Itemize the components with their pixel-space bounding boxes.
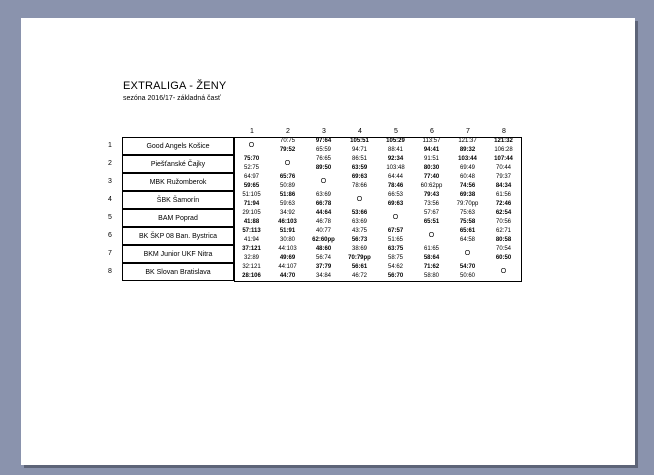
- score-cell: [342, 263, 378, 281]
- home-score: 75:70: [243, 155, 260, 162]
- away-score: 72:46: [495, 200, 512, 207]
- away-score: 46:78: [315, 218, 331, 225]
- home-score: 37:79: [315, 263, 332, 270]
- score-cell: [450, 209, 486, 227]
- away-score: 58:64: [423, 254, 440, 261]
- home-score: 56:61: [351, 263, 368, 270]
- away-score: 65:59: [315, 146, 331, 153]
- score-cell: [306, 227, 342, 245]
- team-name: Good Angels Košice: [122, 137, 234, 155]
- row-number: 8: [108, 268, 112, 275]
- score-cell: [270, 191, 306, 209]
- home-score: 105:29: [386, 137, 405, 144]
- home-score: 32:121: [242, 263, 261, 270]
- score-cell: [270, 245, 306, 263]
- score-cell: [450, 227, 486, 245]
- diagonal-cell: O: [320, 178, 327, 185]
- score-cell: [414, 155, 450, 173]
- score-cell: [270, 209, 306, 227]
- home-score: 48:60: [315, 245, 332, 252]
- score-cell: [378, 227, 414, 245]
- column-header: 7: [466, 128, 470, 135]
- away-score: 63:69: [351, 218, 367, 225]
- team-name: Piešťanské Čajky: [122, 155, 234, 173]
- away-score: 58:75: [387, 254, 403, 261]
- away-score: 79:52: [279, 146, 296, 153]
- away-score: 69:63: [387, 200, 404, 207]
- home-score: 121:37: [458, 137, 477, 144]
- home-score: 51:91: [279, 227, 296, 234]
- home-score: 57:113: [242, 227, 261, 234]
- row-number: 2: [108, 160, 112, 167]
- column-header: 6: [430, 128, 434, 135]
- team-name: MBK Ružomberok: [122, 173, 234, 191]
- score-cell: [306, 155, 342, 173]
- score-cell: [378, 191, 414, 209]
- score-cell: [486, 137, 522, 155]
- home-score: 70:54: [495, 245, 511, 252]
- away-score: 73:56: [423, 200, 439, 207]
- away-score: 103:48: [386, 164, 405, 171]
- score-cell: [234, 209, 270, 227]
- away-score: 65:51: [423, 218, 440, 225]
- diagonal-cell: O: [356, 196, 363, 203]
- home-score: 66:53: [387, 191, 403, 198]
- score-cell: [306, 245, 342, 263]
- row-number: 3: [108, 178, 112, 185]
- score-cell: [234, 191, 270, 209]
- score-cell: [342, 209, 378, 227]
- away-score: 70:79pp: [348, 254, 371, 261]
- score-cell: [342, 137, 378, 155]
- home-score: 54:62: [387, 263, 403, 270]
- home-score: 51:105: [242, 191, 261, 198]
- away-score: 79:70pp: [456, 200, 479, 207]
- score-cell: [306, 191, 342, 209]
- away-score: 28:106: [242, 272, 261, 279]
- score-cell: [450, 263, 486, 281]
- document-page: [21, 18, 635, 465]
- home-score: 43:75: [351, 227, 367, 234]
- score-cell: [378, 155, 414, 173]
- home-score: 65:76: [279, 173, 296, 180]
- row-number: 5: [108, 214, 112, 221]
- home-score: 29:105: [242, 209, 261, 216]
- home-score: 64:97: [243, 173, 259, 180]
- score-cell: [378, 245, 414, 263]
- home-score: 60:48: [459, 173, 475, 180]
- score-cell: [486, 173, 522, 191]
- away-score: 56:74: [315, 254, 331, 261]
- home-score: 63:75: [387, 245, 404, 252]
- score-cell: [414, 263, 450, 281]
- away-score: 74:56: [459, 182, 476, 189]
- home-score: 37:121: [242, 245, 261, 252]
- home-score: 40:77: [315, 227, 331, 234]
- home-score: 113:57: [422, 137, 441, 144]
- away-score: 70:56: [495, 218, 511, 225]
- column-header: 1: [250, 128, 254, 135]
- score-cell: [378, 137, 414, 155]
- home-score: 97:64: [315, 137, 332, 144]
- score-cell: [270, 263, 306, 281]
- results-grid: [234, 137, 522, 282]
- home-score: 38:69: [351, 245, 367, 252]
- away-score: 59:65: [243, 182, 260, 189]
- score-cell: [234, 263, 270, 281]
- away-score: 50:60: [459, 272, 475, 279]
- column-header: 4: [358, 128, 362, 135]
- away-score: 34:84: [315, 272, 331, 279]
- away-score: 46:72: [351, 272, 367, 279]
- column-header: 3: [322, 128, 326, 135]
- away-score: 69:49: [459, 164, 475, 171]
- away-score: 71:94: [243, 200, 260, 207]
- home-score: 53:66: [351, 209, 368, 216]
- home-score: 57:67: [423, 209, 439, 216]
- score-cell: [306, 137, 342, 155]
- diagonal-cell: O: [428, 232, 435, 239]
- home-score: 61:65: [423, 245, 439, 252]
- away-score: 94:41: [423, 146, 440, 153]
- away-score: 63:59: [351, 164, 368, 171]
- score-cell: [414, 173, 450, 191]
- score-cell: [342, 155, 378, 173]
- score-cell: [486, 209, 522, 227]
- team-name: ŠBK Šamorín: [122, 191, 234, 209]
- score-cell: [378, 263, 414, 281]
- page-subtitle: sezóna 2016/17- základná časť: [123, 95, 221, 102]
- away-score: 94:71: [351, 146, 367, 153]
- away-score: 78:66: [351, 182, 367, 189]
- away-score: 60:62pp: [420, 182, 443, 189]
- team-name: BAM Poprad: [122, 209, 234, 227]
- column-header: 5: [394, 128, 398, 135]
- score-cell: [486, 227, 522, 245]
- away-score: 51:65: [387, 236, 403, 243]
- home-score: 61:56: [495, 191, 511, 198]
- score-cell: [414, 209, 450, 227]
- home-score: 86:51: [351, 155, 367, 162]
- page-title: EXTRALIGA - ŽENY: [123, 80, 227, 92]
- away-score: 88:41: [387, 146, 403, 153]
- diagonal-cell: O: [248, 142, 255, 149]
- diagonal-cell: O: [464, 250, 471, 257]
- home-score: 62:54: [495, 209, 512, 216]
- score-cell: [414, 245, 450, 263]
- score-cell: [234, 245, 270, 263]
- away-score: 52:75: [243, 164, 259, 171]
- away-score: 41:94: [243, 236, 259, 243]
- row-number: 1: [108, 142, 112, 149]
- score-cell: [414, 137, 450, 155]
- score-cell: [234, 155, 270, 173]
- home-score: 51:86: [279, 191, 296, 198]
- row-number: 7: [108, 250, 112, 257]
- away-score: 66:78: [315, 200, 332, 207]
- home-score: 121:32: [494, 137, 513, 144]
- score-cell: [450, 155, 486, 173]
- home-score: 44:64: [315, 209, 332, 216]
- home-score: 103:44: [458, 155, 477, 162]
- column-header: 8: [502, 128, 506, 135]
- score-cell: [342, 227, 378, 245]
- away-score: 64:58: [459, 236, 475, 243]
- row-number: 6: [108, 232, 112, 239]
- home-score: 64:44: [387, 173, 403, 180]
- home-score: 44:103: [278, 245, 297, 252]
- home-score: 67:57: [387, 227, 404, 234]
- away-score: 70:44: [495, 164, 511, 171]
- away-score: 59:63: [279, 200, 295, 207]
- home-score: 71:62: [423, 263, 440, 270]
- score-cell: [450, 173, 486, 191]
- home-score: 62:71: [495, 227, 511, 234]
- away-score: 75:58: [459, 218, 476, 225]
- score-cell: [342, 173, 378, 191]
- score-cell: [414, 191, 450, 209]
- score-cell: [234, 173, 270, 191]
- away-score: 80:30: [423, 164, 440, 171]
- away-score: 60:50: [495, 254, 512, 261]
- diagonal-cell: O: [284, 160, 291, 167]
- away-score: 56:73: [351, 236, 368, 243]
- home-score: 34:92: [279, 209, 295, 216]
- score-cell: [486, 191, 522, 209]
- home-score: 70:75: [279, 137, 295, 144]
- away-score: 32:89: [243, 254, 259, 261]
- home-score: 92:34: [387, 155, 404, 162]
- score-cell: [450, 191, 486, 209]
- score-cell: [450, 137, 486, 155]
- away-score: 89:50: [315, 164, 332, 171]
- score-cell: [342, 245, 378, 263]
- home-score: 69:38: [459, 191, 476, 198]
- score-cell: [234, 227, 270, 245]
- home-score: 91:51: [423, 155, 439, 162]
- score-cell: [486, 155, 522, 173]
- row-number: 4: [108, 196, 112, 203]
- diagonal-cell: O: [500, 268, 507, 275]
- team-name: BKM Junior UKF Nitra: [122, 245, 234, 263]
- away-score: 44:70: [279, 272, 296, 279]
- home-score: 105:51: [350, 137, 369, 144]
- home-score: 44:107: [278, 263, 297, 270]
- away-score: 89:32: [459, 146, 476, 153]
- away-score: 78:46: [387, 182, 404, 189]
- away-score: 41:88: [243, 218, 260, 225]
- away-score: 62:60pp: [312, 236, 335, 243]
- home-score: 107:44: [494, 155, 513, 162]
- score-cell: [270, 173, 306, 191]
- score-cell: [378, 173, 414, 191]
- away-score: 80:58: [495, 236, 512, 243]
- away-score: 84:34: [495, 182, 512, 189]
- column-header: 2: [286, 128, 290, 135]
- score-cell: [306, 209, 342, 227]
- home-score: 69:63: [351, 173, 368, 180]
- score-cell: [486, 245, 522, 263]
- team-name: BK Slovan Bratislava: [122, 263, 234, 281]
- diagonal-cell: O: [392, 214, 399, 221]
- score-cell: [270, 227, 306, 245]
- score-cell: [270, 137, 306, 155]
- home-score: 77:40: [423, 173, 440, 180]
- home-score: 75:63: [459, 209, 475, 216]
- home-score: 79:43: [423, 191, 440, 198]
- away-score: 30:80: [279, 236, 295, 243]
- score-cell: [306, 263, 342, 281]
- home-score: 79:37: [495, 173, 511, 180]
- home-score: 65:61: [459, 227, 476, 234]
- team-name: BK ŠKP 08 Ban. Bystrica: [122, 227, 234, 245]
- away-score: 49:69: [279, 254, 296, 261]
- home-score: 76:65: [315, 155, 331, 162]
- away-score: 106:28: [494, 146, 513, 153]
- away-score: 58:80: [423, 272, 439, 279]
- home-score: 63:69: [315, 191, 331, 198]
- home-score: 54:70: [459, 263, 476, 270]
- away-score: 46:103: [278, 218, 297, 225]
- away-score: 50:89: [279, 182, 295, 189]
- away-score: 56:70: [387, 272, 404, 279]
